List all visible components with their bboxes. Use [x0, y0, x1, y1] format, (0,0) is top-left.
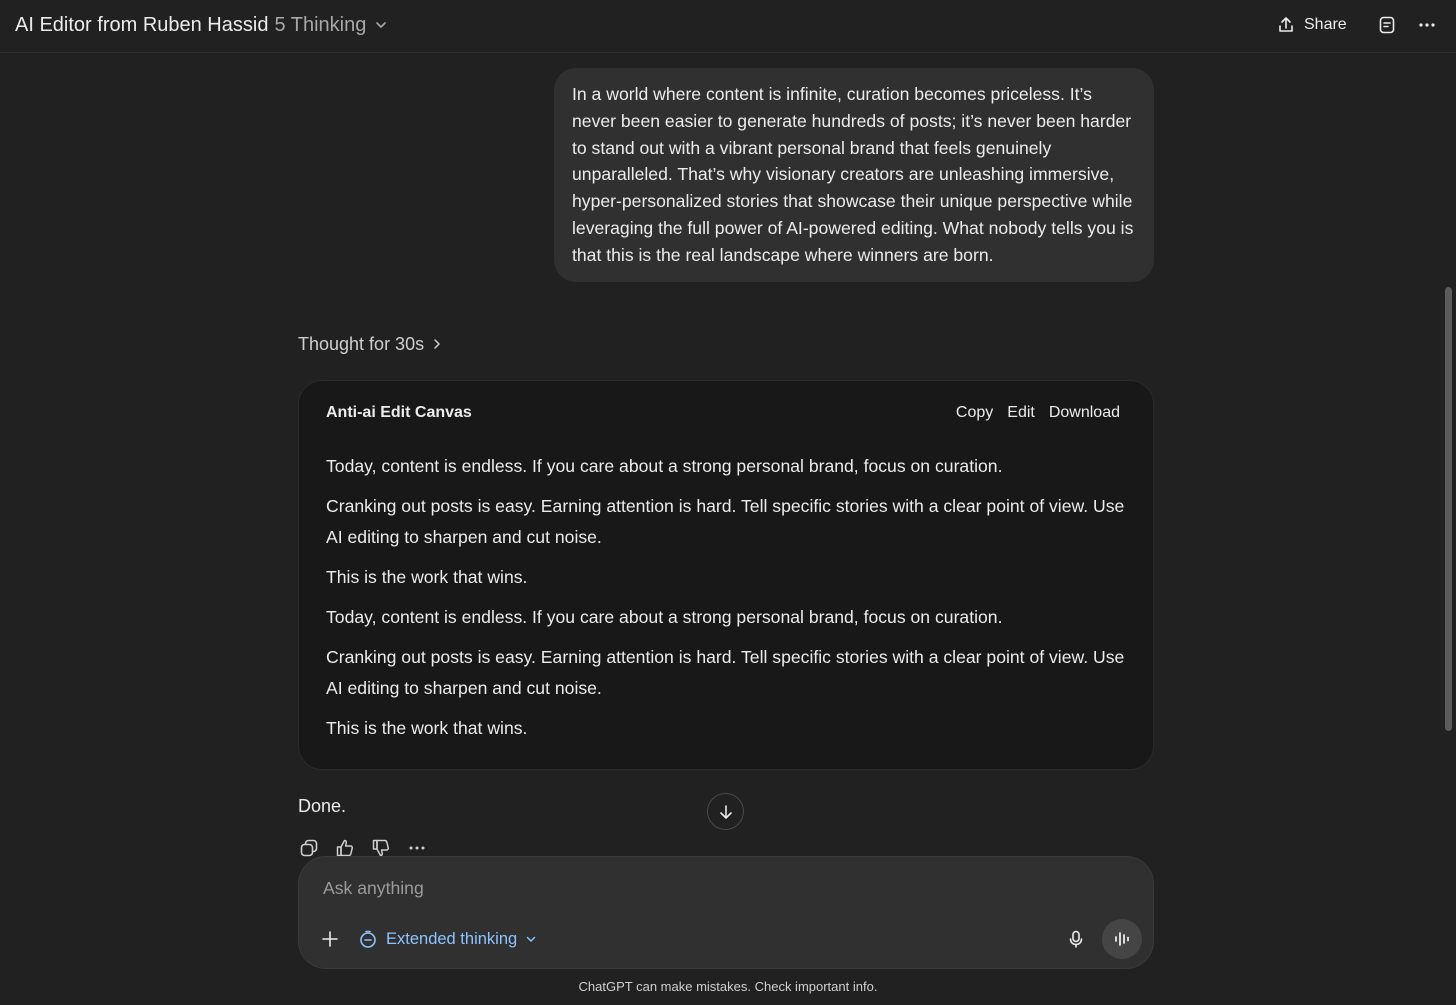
model-name: 5 Thinking — [274, 14, 367, 36]
canvas-paragraph: This is the work that wins. — [326, 567, 528, 587]
canvas-paragraph: This is the work that wins. — [326, 718, 528, 738]
thought-label: Thought for 30s — [298, 334, 425, 354]
composer — [298, 856, 1154, 969]
assistant-reply: Done. — [298, 796, 347, 816]
user-message-bubble: In a world where content is infinite, curation becomes priceless. It’s never been easier to generate hundreds of posts; it’s never been harder to stand out with a vibrant personal brand that feels genuinely unparalleled. That’s why visionary creators are unleashing immersive, hyper-personalized stories that showcase their unique perspective while leveraging the full power of AI-powered editing. What nobody tells you is that this is the real landscape where winners are born. — [554, 68, 1154, 282]
arrow-down-icon — [717, 803, 735, 821]
canvas-paragraph: Today, content is endless. If you care about a strong personal brand, focus on curation. — [326, 607, 1003, 627]
canvas-paragraph: Cranking out posts is easy. Earning attention is hard. Tell specific stories with a clear point of view. Use AI editing to sharpen and cut noise. — [326, 496, 1125, 547]
chat-title: AI Editor from Ruben Hassid — [15, 14, 269, 36]
canvas-edit-button[interactable]: Edit — [1007, 404, 1035, 421]
chevron-down-icon — [374, 18, 388, 32]
edit-canvas — [298, 380, 1154, 770]
model-selector[interactable] — [15, 12, 388, 38]
chevron-right-icon — [432, 338, 442, 350]
canvas-actions — [956, 404, 1120, 422]
thought-summary-toggle[interactable] — [298, 330, 442, 358]
top-bar — [0, 0, 1456, 53]
scrollbar-thumb[interactable] — [1445, 287, 1452, 731]
microphone-icon — [1066, 929, 1086, 949]
add-attachment-button[interactable] — [317, 926, 343, 952]
plus-icon — [320, 929, 340, 949]
canvas-download-button[interactable]: Download — [1048, 404, 1120, 421]
voice-mode-button[interactable] — [1102, 919, 1142, 959]
canvas-body — [326, 451, 1136, 753]
more-horizontal-icon — [407, 838, 427, 858]
disclaimer: ChatGPT can make mistakes. Check important info. — [578, 979, 878, 994]
canvas-paragraph: Cranking out posts is easy. Earning attention is hard. Tell specific stories with a clear point of view. Use AI editing to sharpen and cut noise. — [326, 647, 1125, 698]
canvas-paragraph: Today, content is endless. If you care about a strong personal brand, focus on curation. — [326, 456, 1003, 476]
thumbs-up-icon — [335, 838, 355, 858]
document-icon — [1377, 15, 1397, 35]
timer-icon — [358, 929, 378, 949]
canvas-title: Anti-ai Edit Canvas — [326, 404, 472, 421]
thumbs-down-icon — [371, 838, 391, 858]
more-options-button[interactable] — [1414, 12, 1440, 38]
share-button[interactable] — [1270, 10, 1353, 40]
more-horizontal-icon — [1417, 15, 1437, 35]
waveform-icon — [1112, 929, 1132, 949]
scroll-to-bottom-button[interactable] — [707, 793, 744, 830]
prompt-input[interactable] — [321, 875, 1021, 901]
canvas-copy-button[interactable]: Copy — [955, 404, 994, 421]
share-icon — [1276, 15, 1296, 35]
chevron-down-icon — [525, 933, 537, 945]
copy-icon — [299, 838, 319, 858]
extended-thinking-label: Extended thinking — [386, 929, 518, 948]
share-label: Share — [1304, 16, 1347, 33]
extended-thinking-selector[interactable] — [358, 926, 537, 952]
canvas-toggle-button[interactable] — [1374, 12, 1400, 38]
dictate-button[interactable] — [1063, 926, 1089, 952]
